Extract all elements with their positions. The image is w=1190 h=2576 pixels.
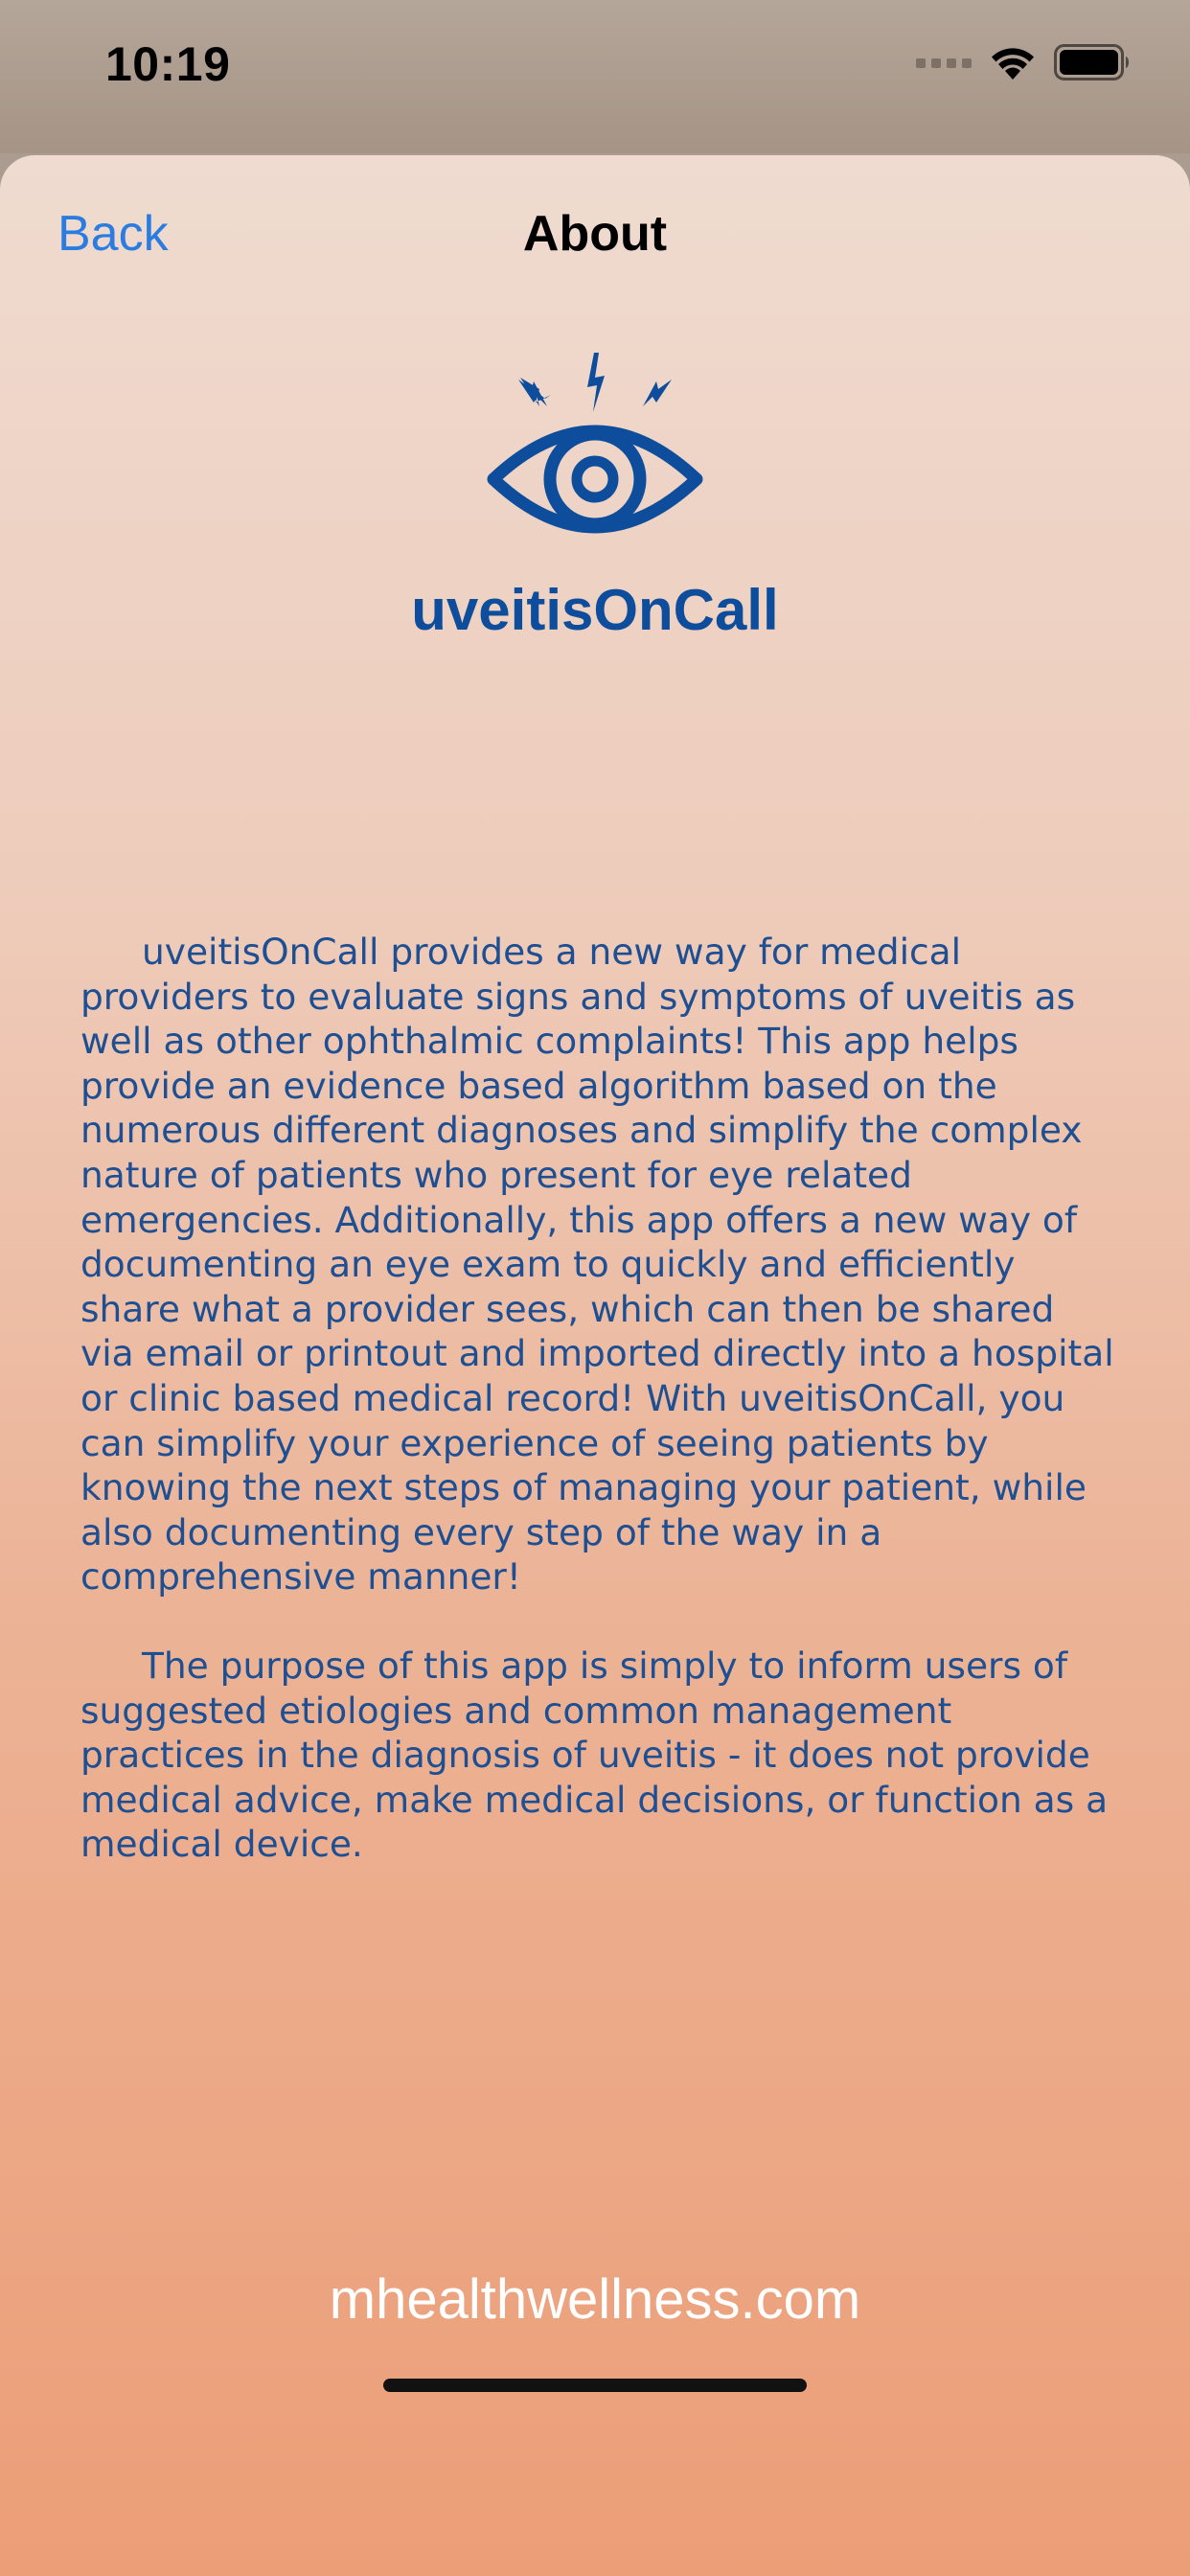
back-button[interactable]: Back <box>57 206 169 262</box>
app-name: uveitisOnCall <box>411 578 779 642</box>
website-link[interactable]: mhealthwellness.com <box>329 2268 861 2331</box>
page-title: About <box>522 206 668 262</box>
status-bar <box>0 0 1190 153</box>
status-icons <box>916 42 1131 82</box>
about-description <box>80 930 1115 1867</box>
disclaimer-paragraph: The purpose of this app is simply to inform users of suggested etiologies and common management practices in the diagnosis of uveitis - it does not provide medical advice, make medical decisions, or function as a medical device. <box>80 1644 1109 1866</box>
about-sheet <box>0 155 1190 2576</box>
eye-alert-icon <box>480 345 710 556</box>
home-indicator[interactable] <box>383 2379 807 2392</box>
battery-icon <box>1054 44 1131 80</box>
wifi-icon <box>989 44 1037 80</box>
cellular-signal-icon <box>916 56 972 69</box>
status-time: 10:19 <box>105 37 231 91</box>
description-paragraph: uveitisOnCall provides a new way for medical providers to evaluate signs and symptoms of uveitis as well as other ophthalmic complaints! This app helps provide an evidence based algorithm based on the numerous different diagnoses and simplify the complex nature of patients who present for eye related emergencies. Additionally, this app offers a new way of documenting an eye exam to quickly and efficiently share what a provider sees, which can then be shared via email or printout and imported directly into a hospital or clinic based medical record! With uveitisOnCall, you can simplify your experience of seeing patients by knowing the next steps of managing your patient, while also documenting every step of the way in a comprehensive manner! <box>80 931 1114 1598</box>
